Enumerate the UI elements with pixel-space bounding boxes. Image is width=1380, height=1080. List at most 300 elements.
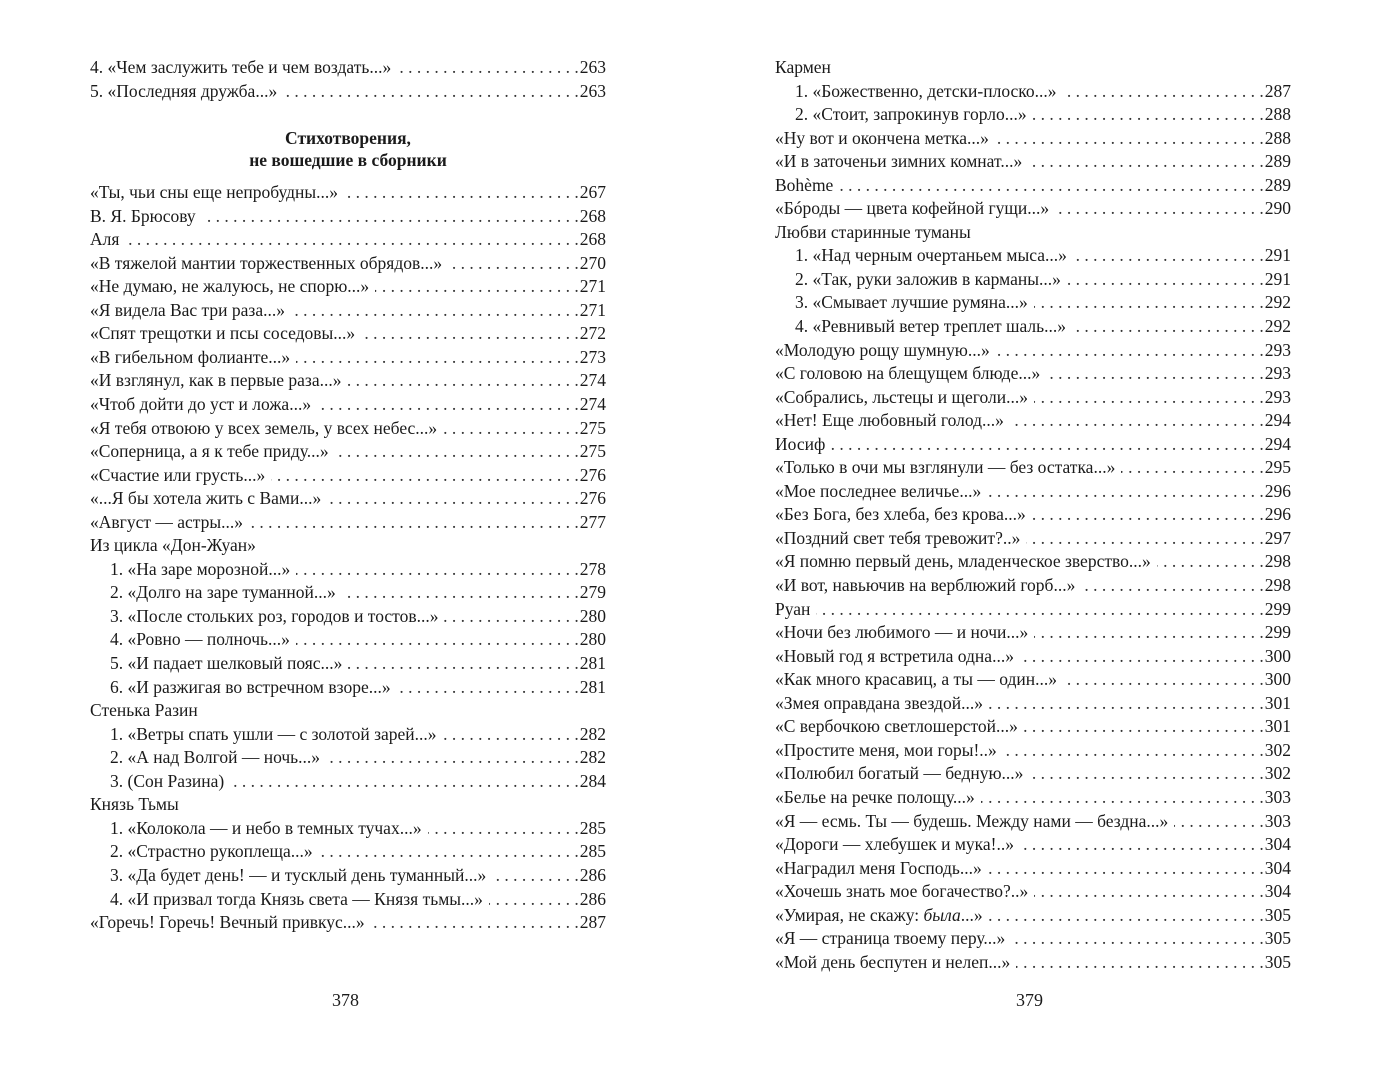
entry-page-number: 304: [1264, 834, 1291, 855]
entry-title: [775, 456, 1115, 480]
entry-page-number: 301: [1264, 692, 1291, 713]
entry-title-text: «Август — астры...»: [90, 511, 244, 532]
toc-entry: [90, 840, 606, 864]
entry-page-number: 289: [1264, 151, 1291, 172]
entry-title: [775, 244, 1067, 268]
entry-title-text: «Я — есмь. Ты — будешь. Между нами — бездна...»: [775, 810, 1169, 831]
dot-leader: [831, 433, 1263, 457]
entry-title-text: Любви старинные туманы: [775, 221, 971, 242]
toc-entry: [775, 598, 1291, 622]
entry-title-text: Стенька Разин: [90, 700, 198, 721]
entry-title-text: 4. «И призвал тогда Князь света — Князя тьмы...»: [110, 888, 483, 909]
entry-title-text: «С вербочкою светлошерстой...»: [775, 716, 1018, 737]
entry-title-text: «Спят трещотки и псы соседовы...»: [90, 323, 356, 344]
entry-title: [90, 628, 290, 652]
dot-leader: [296, 628, 579, 652]
entry-title: [775, 197, 1049, 221]
toc-entry: [775, 880, 1291, 904]
entry-page-number: 300: [1264, 669, 1291, 690]
toc-entry: [775, 433, 1291, 457]
entry-title: [775, 221, 971, 245]
dot-leader: [125, 228, 578, 252]
dot-leader: [296, 346, 579, 370]
entry-title: [90, 228, 119, 252]
toc-entry: [775, 927, 1291, 951]
dot-leader: [397, 676, 579, 700]
entry-title-text: 1. «Над черным очертаньем мыса...»: [795, 245, 1067, 266]
toc-entry: [775, 174, 1291, 198]
entry-title-text: «Не думаю, не жалуюсь, не спорю...»: [90, 276, 370, 297]
entry-title: [90, 440, 329, 464]
entry-page-number: 293: [1264, 363, 1291, 384]
entry-title: [90, 864, 486, 888]
entry-page-number: 298: [1264, 575, 1291, 596]
dot-leader: [327, 487, 579, 511]
dot-leader: [839, 174, 1263, 198]
toc-entry: [775, 315, 1291, 339]
toc-entry: [90, 299, 606, 323]
toc-entry: [90, 911, 606, 935]
entry-title: [775, 668, 1057, 692]
entry-title: [90, 205, 196, 229]
entry-title-text: «Соперница, а я к тебе приду...»: [90, 441, 329, 462]
dot-leader: [271, 464, 579, 488]
entry-page-number: 271: [579, 299, 606, 320]
entry-page-number: 305: [1264, 904, 1291, 925]
toc-entry: [90, 275, 606, 299]
entry-page-number: 301: [1264, 716, 1291, 737]
entry-title: [90, 911, 365, 935]
entry-page-number: 280: [579, 629, 606, 650]
entry-title-text: «Я видела Вас три раза...»: [90, 299, 285, 320]
dot-leader: [317, 393, 579, 417]
toc-entry: [90, 393, 606, 417]
entry-title-text: «Умирая, не скажу:: [775, 904, 924, 925]
toc-entry: [775, 480, 1291, 504]
entry-title-text: «Полюбил богатый — бедную...»: [775, 763, 1024, 784]
dot-leader: [1020, 833, 1264, 857]
toc-entry: [775, 904, 1291, 928]
entry-title: [775, 621, 1028, 645]
entry-page-number: 268: [579, 229, 606, 250]
dot-leader: [1072, 315, 1264, 339]
toc-entry: [775, 127, 1291, 151]
dot-leader: [492, 864, 579, 888]
toc-entry: [90, 676, 606, 700]
entry-page-number: 274: [579, 394, 606, 415]
section-heading-line: не вошедшие в сборники: [249, 150, 447, 171]
entry-title-text: «Ночи без любимого — и ночи...»: [775, 622, 1029, 643]
dot-leader: [202, 205, 579, 229]
dot-leader: [996, 339, 1264, 363]
entry-title: [775, 550, 1151, 574]
entry-page-number: 281: [579, 653, 606, 674]
entry-title: [775, 362, 1040, 386]
entry-title-text: «Бóроды — цвета кофейной гущи...»: [775, 198, 1050, 219]
entry-title-text: «Нет! Еще любовный голод...»: [775, 410, 1004, 431]
entry-title: [775, 480, 981, 504]
entry-title-text: ...»: [960, 904, 983, 925]
toc-entry: [90, 581, 606, 605]
toc-entry: [775, 786, 1291, 810]
dot-leader: [335, 440, 579, 464]
entry-title-text: «Я — страница твоему перу...»: [775, 928, 1006, 949]
toc-entry: [90, 228, 606, 252]
toc-entry: [775, 527, 1291, 551]
toc-entry: [90, 440, 606, 464]
section-heading: [90, 127, 606, 171]
toc-entry: [90, 464, 606, 488]
toc-entry: [90, 652, 606, 676]
entry-title-text: 5. «И падает шелковый пояс...»: [110, 653, 343, 674]
entry-title-text: В. Я. Брюсову: [90, 205, 196, 226]
dot-leader: [989, 692, 1264, 716]
entry-title-text: «И вот, навьючив на верблюжий горб...»: [775, 575, 1076, 596]
entry-title-text: «Ты, чьи сны еще непробудны...»: [90, 182, 339, 203]
toc-entry: [90, 864, 606, 888]
toc-entry: [775, 951, 1291, 975]
entry-page-number: 284: [579, 770, 606, 791]
entry-title: [775, 150, 1022, 174]
dot-leader: [230, 770, 579, 794]
entry-page-number: 282: [579, 747, 606, 768]
toc-entry: [775, 715, 1291, 739]
dot-leader: [443, 417, 579, 441]
entry-page-number: 291: [1264, 268, 1291, 289]
right-page-toc: [775, 56, 1291, 974]
entry-page-number: 291: [1264, 245, 1291, 266]
entry-title-text: «Счастие или грусть...»: [90, 464, 266, 485]
entry-page-number: 263: [579, 57, 606, 77]
entry-title-text: «Змея оправдана звездой...»: [775, 692, 983, 713]
entry-title: [775, 127, 989, 151]
entry-page-number: 281: [579, 676, 606, 697]
entry-page-number: 271: [579, 276, 606, 297]
dot-leader: [1157, 550, 1264, 574]
toc-group-title: [90, 534, 606, 558]
entry-title-text: «Наградил меня Господь...»: [775, 857, 982, 878]
dot-leader: [443, 723, 579, 747]
dot-leader: [1046, 362, 1264, 386]
entry-title: [90, 888, 483, 912]
dot-leader: [348, 652, 578, 676]
toc-entry: [775, 621, 1291, 645]
toc-list-top: [90, 56, 606, 103]
toc-entry: [90, 346, 606, 370]
toc-entry: [90, 417, 606, 441]
dot-leader: [1121, 456, 1263, 480]
entry-title-text: «С головою на блещущем блюде...»: [775, 363, 1041, 384]
dot-leader: [489, 888, 579, 912]
entry-page-number: 295: [1264, 457, 1291, 478]
entry-title: [775, 174, 833, 198]
dot-leader: [296, 558, 579, 582]
entry-title-text: «Новый год я встретила одна...»: [775, 645, 1014, 666]
entry-title: [90, 322, 355, 346]
entry-title: [775, 433, 825, 457]
entry-title-text: «В гибельном фолианте...»: [90, 346, 291, 367]
entry-title-text: «И в заточеньи зимних комнат...»: [775, 151, 1023, 172]
entry-title: [775, 527, 1020, 551]
toc-entry: [775, 103, 1291, 127]
entry-title: [775, 857, 982, 881]
toc-entry: [775, 339, 1291, 363]
toc-entry: [90, 628, 606, 652]
entry-title-text: 2. «Долго на заре туманной...»: [110, 582, 336, 603]
dot-leader: [1032, 503, 1264, 527]
toc-group-title: [775, 221, 1291, 245]
toc-entry: [775, 80, 1291, 104]
entry-title: [775, 810, 1168, 834]
entry-title: [90, 369, 341, 393]
entry-page-number: 288: [1264, 127, 1291, 148]
entry-page-number: 304: [1264, 881, 1291, 902]
entry-title: [90, 299, 285, 323]
entry-page-number: 293: [1264, 339, 1291, 360]
entry-title-text: «Мое последнее величье...»: [775, 480, 982, 501]
dot-leader: [361, 322, 579, 346]
entry-title: [90, 817, 422, 841]
entry-title-text: «Молодую рощу шумную...»: [775, 339, 990, 360]
page-number-left: 378: [332, 990, 359, 1010]
dot-leader: [1073, 244, 1264, 268]
dot-leader: [1174, 810, 1264, 834]
toc-entry: [775, 409, 1291, 433]
entry-page-number: 300: [1264, 645, 1291, 666]
entry-title-text: 1. «Божественно, детски-плоско...»: [795, 80, 1057, 101]
entry-page-number: 274: [579, 370, 606, 391]
toc-entry: [90, 181, 606, 205]
dot-leader: [816, 598, 1263, 622]
entry-title-text: Кармен: [775, 57, 831, 77]
entry-page-number: 267: [579, 182, 606, 203]
dot-leader: [1063, 668, 1264, 692]
entry-title: [90, 252, 442, 276]
dot-leader: [428, 817, 579, 841]
entry-title: [90, 534, 256, 558]
entry-title-text: «Только в очи мы взглянули — без остатка...»: [775, 457, 1116, 478]
toc-entry: [775, 244, 1291, 268]
dot-leader: [1034, 291, 1264, 315]
toc-entry: [775, 197, 1291, 221]
toc-entry: [90, 487, 606, 511]
dot-leader: [319, 840, 579, 864]
entry-title: [775, 56, 831, 80]
entry-title-text: Иосиф: [775, 433, 826, 454]
entry-title: [90, 56, 391, 80]
entry-title-text: 4. «Чем заслужить тебе и чем воздать...»: [90, 57, 392, 77]
entry-title: [775, 386, 1028, 410]
entry-page-number: 268: [579, 205, 606, 226]
entry-title-text: Князь Тьмы: [90, 794, 179, 815]
entry-title: [775, 833, 1014, 857]
entry-page-number: 288: [1264, 104, 1291, 125]
entry-title: [90, 393, 311, 417]
dot-leader: [326, 746, 579, 770]
dot-leader: [1029, 762, 1263, 786]
entry-page-number: 298: [1264, 551, 1291, 572]
dot-leader: [283, 80, 579, 104]
entry-page-number: 276: [579, 464, 606, 485]
dot-leader: [375, 275, 579, 299]
toc-group-title: [90, 793, 606, 817]
dot-leader: [1034, 880, 1264, 904]
dot-leader: [1010, 409, 1264, 433]
toc-list: [90, 181, 606, 935]
entry-page-number: 296: [1264, 504, 1291, 525]
toc-entry: [775, 503, 1291, 527]
entry-title-text: 3. «После стольких роз, городов и тостов...»: [110, 605, 439, 626]
entry-title-text: «Хочешь знать мое богачество?..»: [775, 881, 1029, 902]
entry-title-text: 5. «Последняя дружба...»: [90, 80, 278, 101]
toc-entry: [775, 739, 1291, 763]
entry-title-text: «Ну вот и окончена метка...»: [775, 127, 989, 148]
dot-leader: [371, 911, 579, 935]
entry-title-text: 3. (Сон Разина): [110, 770, 225, 791]
section-heading-line: Стихотворения,: [285, 128, 411, 149]
toc-entry: [775, 762, 1291, 786]
entry-page-number: 272: [579, 323, 606, 344]
entry-page-number: 280: [579, 605, 606, 626]
entry-title-italic: была: [923, 904, 961, 925]
entry-title: [775, 786, 975, 810]
entry-title-text: Из цикла «Дон-Жуан»: [90, 535, 256, 556]
toc-entry: [775, 692, 1291, 716]
dot-leader: [1081, 574, 1263, 598]
entry-page-number: 293: [1264, 386, 1291, 407]
entry-title: [775, 951, 1010, 975]
entry-page-number: 270: [579, 252, 606, 273]
toc-entry: [775, 456, 1291, 480]
toc-group-title: [775, 56, 1291, 80]
entry-title: [775, 715, 1018, 739]
entry-title: [775, 315, 1066, 339]
entry-title: [90, 699, 198, 723]
toc-entry: [90, 205, 606, 229]
entry-title: [775, 692, 983, 716]
toc-group-title: [90, 699, 606, 723]
entry-title: [775, 291, 1028, 315]
dot-leader: [1063, 80, 1264, 104]
entry-title: [775, 927, 1005, 951]
entry-title-text: 3. «Смывает лучшие румяна...»: [795, 292, 1028, 313]
entry-page-number: 296: [1264, 480, 1291, 501]
toc-entry: [90, 746, 606, 770]
dot-leader: [995, 127, 1264, 151]
entry-title-text: 1. «Ветры спать ушли — с золотой зарей...»: [110, 723, 437, 744]
entry-title: [90, 605, 438, 629]
entry-title: [775, 268, 1061, 292]
entry-title-text: «Чтоб дойти до уст и ложа...»: [90, 394, 312, 415]
entry-title: [775, 409, 1004, 433]
toc-entry: [775, 362, 1291, 386]
dot-leader: [1067, 268, 1264, 292]
dot-leader: [291, 299, 579, 323]
entry-title: [90, 511, 243, 535]
entry-title: [775, 503, 1026, 527]
dot-leader: [987, 480, 1264, 504]
entry-title-text: 1. «На заре морозной...»: [110, 558, 291, 579]
dot-leader: [1028, 150, 1264, 174]
toc-entry: [775, 268, 1291, 292]
entry-page-number: 294: [1264, 410, 1291, 431]
entry-page-number: 303: [1264, 810, 1291, 831]
entry-title: [90, 652, 342, 676]
entry-page-number: 263: [579, 80, 606, 101]
toc-entry: [775, 668, 1291, 692]
toc-entry: [90, 511, 606, 535]
entry-title-text: 1. «Колокола — и небо в темных тучах...»: [110, 817, 422, 838]
entry-title: [90, 80, 277, 104]
entry-page-number: 305: [1264, 951, 1291, 972]
dot-leader: [989, 904, 1264, 928]
dot-leader: [1034, 621, 1263, 645]
dot-leader: [444, 605, 578, 629]
toc-entry: [90, 888, 606, 912]
entry-page-number: 286: [579, 864, 606, 885]
entry-page-number: 287: [579, 912, 606, 933]
entry-page-number: 287: [1264, 80, 1291, 101]
entry-title: [775, 739, 997, 763]
entry-title: [90, 487, 321, 511]
toc-entry: [775, 574, 1291, 598]
entry-page-number: 297: [1264, 527, 1291, 548]
dot-leader: [1011, 927, 1263, 951]
entry-page-number: 303: [1264, 786, 1291, 807]
entry-title: [90, 723, 437, 747]
entry-title: [775, 880, 1028, 904]
entry-page-number: 285: [579, 841, 606, 862]
entry-title: [90, 417, 437, 441]
entry-title: [90, 558, 290, 582]
entry-title-text: 2. «Страстно рукоплеща...»: [110, 841, 313, 862]
entry-page-number: 273: [579, 346, 606, 367]
entry-title: [775, 80, 1057, 104]
toc-entry: [775, 833, 1291, 857]
page-number-right: 379: [1016, 990, 1043, 1010]
entry-page-number: 302: [1264, 763, 1291, 784]
entry-page-number: 290: [1264, 198, 1291, 219]
entry-title-text: Bohème: [775, 174, 834, 195]
toc-entry: [90, 56, 606, 80]
dot-leader: [1055, 197, 1264, 221]
entry-title: [775, 762, 1023, 786]
toc-entry: [775, 550, 1291, 574]
entry-title-text: 4. «Ровно — полночь...»: [110, 629, 290, 650]
entry-page-number: 279: [579, 582, 606, 603]
dot-leader: [1034, 386, 1264, 410]
entry-page-number: 302: [1264, 739, 1291, 760]
toc-entry: [90, 80, 606, 104]
entry-page-number: 276: [579, 488, 606, 509]
entry-title: [90, 275, 369, 299]
left-page-toc: [90, 56, 606, 935]
dot-leader: [448, 252, 579, 276]
entry-page-number: 305: [1264, 928, 1291, 949]
dot-leader: [1003, 739, 1264, 763]
entry-title-text: 2. «Так, руки заложив в карманы...»: [795, 268, 1061, 289]
entry-title-text: «Мой день беспутен и нелеп...»: [775, 951, 1011, 972]
dot-leader: [249, 511, 579, 535]
toc-entry: [775, 291, 1291, 315]
entry-page-number: 299: [1264, 622, 1291, 643]
entry-title-text: Руан: [775, 598, 811, 619]
toc-entry: [775, 386, 1291, 410]
toc-entry: [90, 252, 606, 276]
entry-title-text: 3. «Да будет день! — и тусклый день туманный...»: [110, 864, 487, 885]
entry-title-text: «Собрались, льстецы и щеголи...»: [775, 386, 1028, 407]
dot-leader: [1024, 715, 1264, 739]
